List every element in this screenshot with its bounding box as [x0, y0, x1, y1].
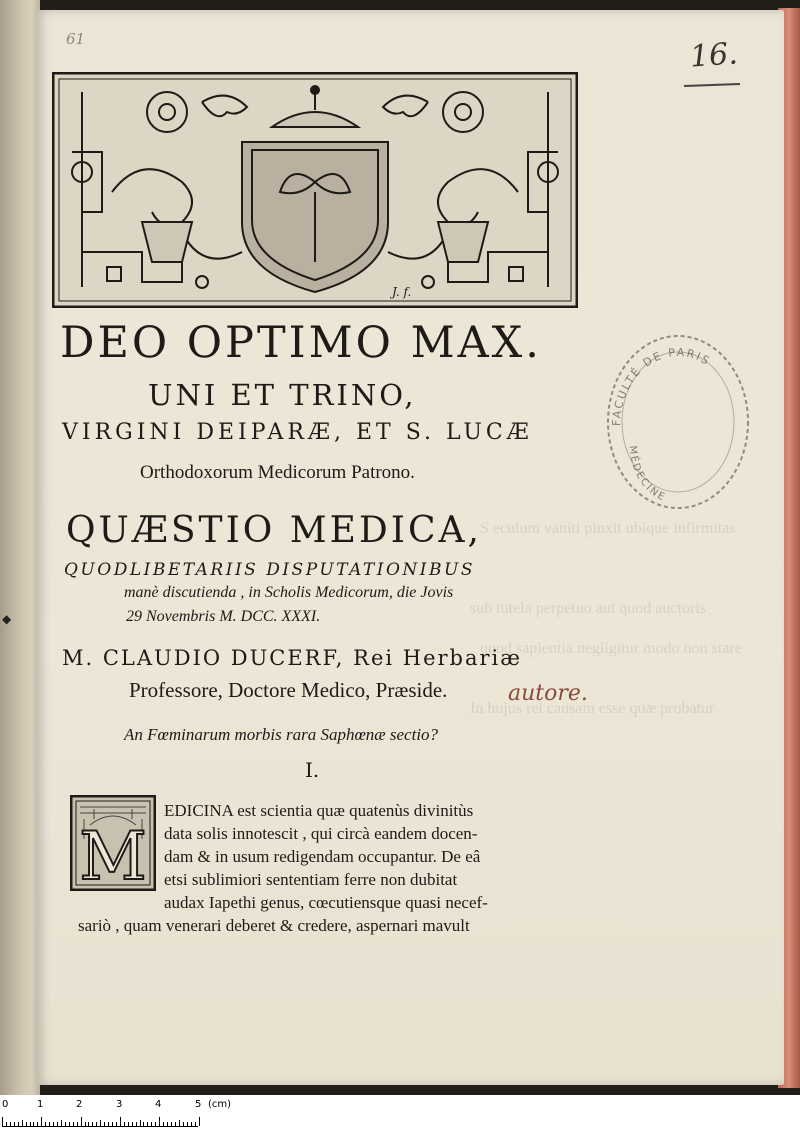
ruler-unit: (cm) — [208, 1099, 232, 1110]
ruler-tick — [124, 1122, 125, 1126]
ruler-tick — [45, 1122, 46, 1126]
ruler-label-4: 4 — [155, 1099, 162, 1110]
dedication-title: DEO OPTIMO MAX. — [60, 318, 542, 368]
bleed-through-text: S eculum vaniti pinxit ubique infirmitas — [480, 520, 736, 537]
body-line-6: sariò , quam venerari deberet & credere, aspernari mavult — [78, 916, 470, 935]
stamp-bottom-text: MÉDECINE — [626, 445, 668, 504]
body-line-5: audax Iapethi genus, cœcutiensque quasi necef- — [164, 893, 488, 912]
ruler-tick — [175, 1122, 176, 1126]
ruler-tick — [171, 1122, 172, 1126]
ruler-tick — [151, 1122, 152, 1126]
thesis-question: An Fœminarum morbis rara Saphœnæ sectio? — [124, 725, 439, 744]
disputation-line: QUODLIBETARIIS DISPUTATIONIBUS — [64, 560, 475, 580]
dedication-line-2: UNI ET TRINO, — [148, 378, 417, 412]
bleed-through-text: In hujus rei causam esse quæ probatur — [470, 700, 715, 717]
ruler-tick — [22, 1120, 23, 1126]
corner-note: 61 — [66, 30, 86, 48]
ruler-tick — [108, 1122, 109, 1126]
ruler-tick — [163, 1122, 164, 1126]
ruler-tick — [73, 1122, 74, 1126]
ruler-label-3: 3 — [116, 1099, 123, 1110]
svg-text:FACULTÉ DE PARIS — [610, 346, 713, 426]
ruler-tick — [81, 1117, 82, 1126]
ruler-tick — [30, 1122, 31, 1126]
ruler-tick — [26, 1122, 27, 1126]
ruler-label-2: 2 — [76, 1099, 83, 1110]
ruler-label-1: 1 — [37, 1099, 44, 1110]
ruler-tick — [61, 1120, 62, 1126]
scale-ruler — [0, 1095, 800, 1132]
ruler-tick — [18, 1122, 19, 1126]
body-line-3: dam & in usum redigendam occupantur. De eâ — [164, 847, 481, 866]
ruler-tick — [143, 1122, 144, 1126]
ruler-tick — [195, 1122, 196, 1126]
ruler-tick — [65, 1122, 66, 1126]
question-heading: QUÆSTIO MEDICA, — [66, 510, 482, 551]
section-number: I. — [305, 758, 320, 782]
ruler-tick — [49, 1122, 50, 1126]
president-title-line: Professore, Doctore Medico, Præside. — [129, 678, 448, 702]
ruler-tick — [37, 1122, 38, 1126]
margin-mark: ◆ — [2, 612, 12, 626]
ruler-tick — [191, 1122, 192, 1126]
ruler-tick — [199, 1117, 200, 1126]
body-line-4: etsi sublimiori sententiam ferre non dubitat — [164, 870, 458, 889]
ruler-tick — [136, 1122, 137, 1126]
ruler-tick — [2, 1117, 3, 1126]
ruler-baseline — [2, 1126, 198, 1127]
decorative-dropcap — [70, 795, 156, 891]
ruler-tick — [187, 1122, 188, 1126]
ruler-tick — [92, 1122, 93, 1126]
ruler-tick — [69, 1122, 70, 1126]
ruler-tick — [159, 1117, 160, 1126]
left-page-edge — [0, 0, 40, 1095]
ruler-label-0: 0 — [2, 1099, 9, 1110]
ruler-tick — [88, 1122, 89, 1126]
ruler-tick — [132, 1122, 133, 1126]
ruler-tick — [167, 1122, 168, 1126]
ruler-tick — [128, 1122, 129, 1126]
dropcap-letter: M — [79, 818, 147, 891]
bleed-through-text: quod sapientia negligitur modo non stare — [480, 640, 742, 657]
ruler-tick — [147, 1122, 148, 1126]
ruler-tick — [179, 1120, 180, 1126]
ruler-tick — [41, 1117, 42, 1126]
ornament-initials: J. f. — [392, 285, 412, 299]
dedication-line-3: VIRGINI DEIPARÆ, ET S. LUCÆ — [62, 420, 533, 445]
body-line-2: data solis innotescit , qui circà eandem docen- — [164, 824, 478, 843]
stamp-top-text: FACULTÉ DE PARIS — [609, 345, 714, 427]
ruler-tick — [10, 1122, 11, 1126]
ruler-tick — [140, 1120, 141, 1126]
ruler-tick — [112, 1122, 113, 1126]
ruler-tick — [33, 1122, 34, 1126]
ruler-tick — [6, 1122, 7, 1126]
ruler-tick — [183, 1122, 184, 1126]
date-line: 29 Novembris M. DCC. XXXI. — [126, 608, 321, 625]
ruler-tick — [100, 1120, 101, 1126]
ruler-tick — [85, 1122, 86, 1126]
session-line: manè discutienda , in Scholis Medicorum, die Jovis — [124, 584, 454, 601]
bleed-through-text: sub tutela perpetuo aut quod auctoris — [470, 600, 706, 617]
president-line: M. CLAUDIO DUCERF, Rei Herbariæ — [62, 646, 523, 670]
folio-number: 16. — [688, 36, 739, 75]
ruler-tick — [57, 1122, 58, 1126]
body-line-1: EDICINA est scientia quæ quatenùs divinitùs — [164, 801, 474, 820]
ruler-tick — [14, 1122, 15, 1126]
ruler-tick — [53, 1122, 54, 1126]
ruler-tick — [104, 1122, 105, 1126]
dedication-line-4: Orthodoxorum Medicorum Patrono. — [140, 462, 415, 483]
svg-text:MÉDECINE — [627, 445, 668, 504]
ruler-tick — [120, 1117, 121, 1126]
ruler-tick — [116, 1122, 117, 1126]
ruler-tick — [96, 1122, 97, 1126]
ornamental-headpiece — [52, 72, 578, 308]
ruler-tick — [155, 1122, 156, 1126]
library-stamp — [600, 326, 750, 512]
ruler-label-5: 5 — [195, 1099, 202, 1110]
ruler-tick — [77, 1122, 78, 1126]
handwritten-annotation: autore. — [508, 681, 588, 706]
